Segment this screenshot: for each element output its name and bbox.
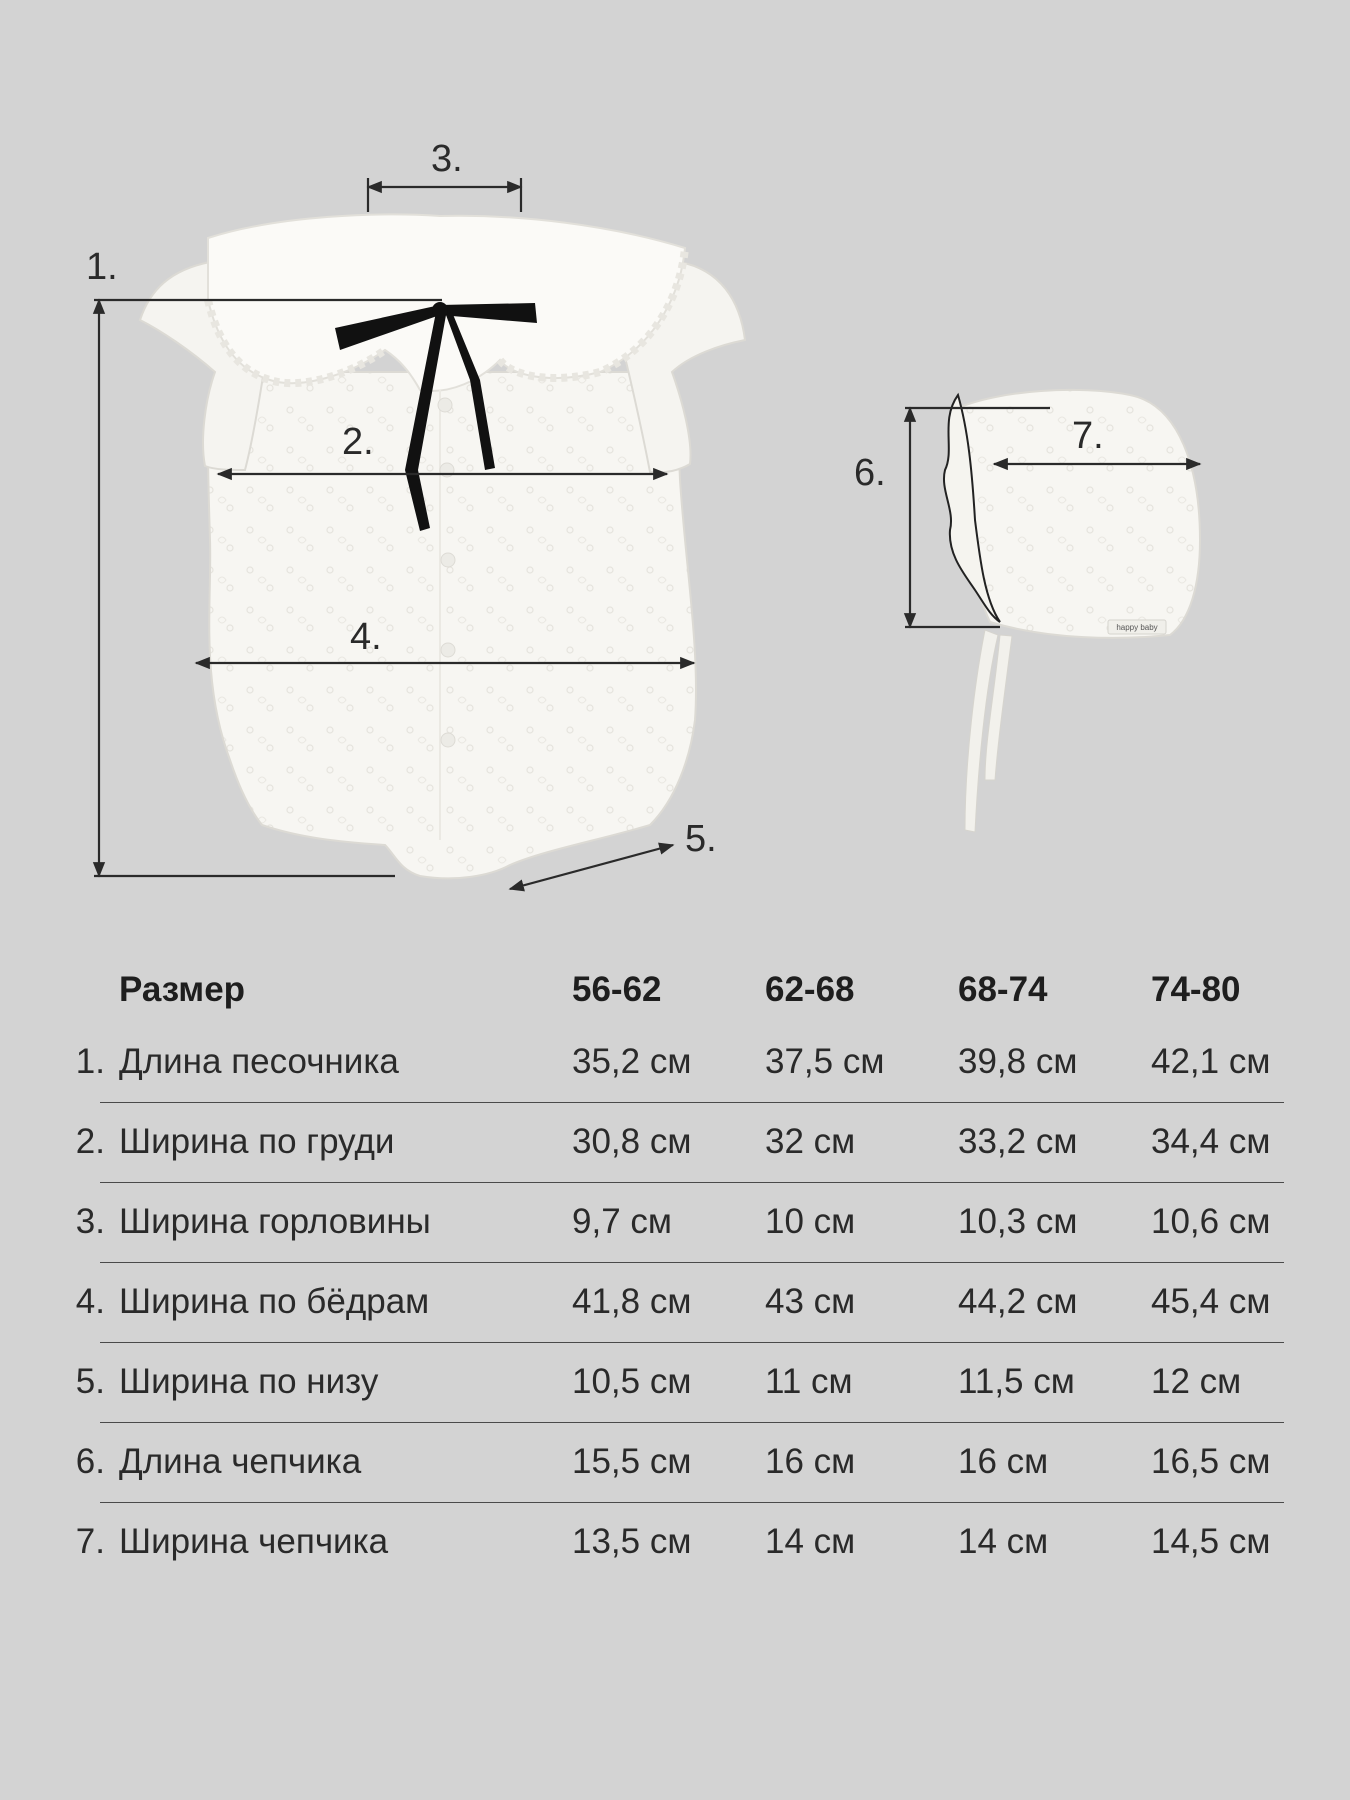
row-value: 12 см [1151, 1362, 1242, 1401]
header-size-4: 74-80 [1151, 970, 1241, 1009]
row-value: 30,8 см [572, 1122, 692, 1161]
row-value: 44,2 см [958, 1282, 1078, 1321]
row-value: 16 см [765, 1442, 856, 1481]
row-number: 5. [75, 1362, 105, 1401]
table-row [0, 1262, 1350, 1342]
row-label: Ширина по бёдрам [119, 1282, 430, 1321]
romper-collar [208, 215, 685, 391]
header-size-3: 68-74 [958, 970, 1048, 1009]
row-value: 32 см [765, 1122, 856, 1161]
brand-tag-text: happy baby [1116, 623, 1158, 632]
measure-label-7: 7. [1072, 415, 1104, 457]
table-row [0, 1342, 1350, 1422]
row-value: 16 см [958, 1442, 1049, 1481]
row-label: Ширина чепчика [119, 1522, 389, 1561]
row-value: 14 см [958, 1522, 1049, 1561]
row-value: 42,1 см [1151, 1042, 1271, 1081]
row-label: Ширина по груди [119, 1122, 395, 1161]
table-row [0, 1102, 1350, 1182]
measure-label-6: 6. [854, 452, 886, 494]
row-number: 2. [75, 1122, 105, 1161]
row-value: 10,5 см [572, 1362, 692, 1401]
row-number: 4. [75, 1282, 105, 1321]
romper-body [208, 372, 696, 878]
header-size-2: 62-68 [765, 970, 855, 1009]
row-value: 45,4 см [1151, 1282, 1271, 1321]
row-value: 35,2 см [572, 1042, 692, 1081]
row-number: 3. [75, 1202, 105, 1241]
table-header [0, 950, 1350, 1030]
row-value: 10 см [765, 1202, 856, 1241]
row-value: 9,7 см [572, 1202, 672, 1241]
row-value: 10,3 см [958, 1202, 1078, 1241]
row-value: 34,4 см [1151, 1122, 1271, 1161]
table-row [0, 1422, 1350, 1502]
table-row [0, 1182, 1350, 1262]
measure-label-5: 5. [685, 818, 717, 860]
measure-label-1: 1. [86, 246, 118, 288]
header-size-1: 56-62 [572, 970, 662, 1009]
romper [140, 215, 745, 879]
row-number: 6. [75, 1442, 105, 1481]
row-label: Ширина по низу [119, 1362, 379, 1401]
row-value: 10,6 см [1151, 1202, 1271, 1241]
row-value: 13,5 см [572, 1522, 692, 1561]
row-value: 33,2 см [958, 1122, 1078, 1161]
table-row [0, 1502, 1350, 1582]
row-value: 39,8 см [958, 1042, 1078, 1081]
row-number: 1. [75, 1042, 105, 1081]
table-row [0, 1022, 1350, 1102]
header-size-title: Размер [119, 970, 246, 1009]
row-number: 7. [75, 1522, 105, 1561]
row-value: 16,5 см [1151, 1442, 1271, 1481]
measure-label-2: 2. [342, 421, 374, 463]
row-value: 14,5 см [1151, 1522, 1271, 1561]
row-value: 11,5 см [958, 1362, 1075, 1401]
row-value: 14 см [765, 1522, 856, 1561]
measure-label-3: 3. [431, 138, 463, 180]
measure-label-4: 4. [350, 616, 382, 658]
row-label: Длина песочника [119, 1042, 399, 1081]
row-value: 15,5 см [572, 1442, 692, 1481]
row-label: Ширина горловины [119, 1202, 431, 1241]
row-value: 41,8 см [572, 1282, 692, 1321]
row-value: 37,5 см [765, 1042, 885, 1081]
row-value: 43 см [765, 1282, 856, 1321]
row-label: Длина чепчика [119, 1442, 362, 1481]
row-value: 11 см [765, 1362, 853, 1401]
